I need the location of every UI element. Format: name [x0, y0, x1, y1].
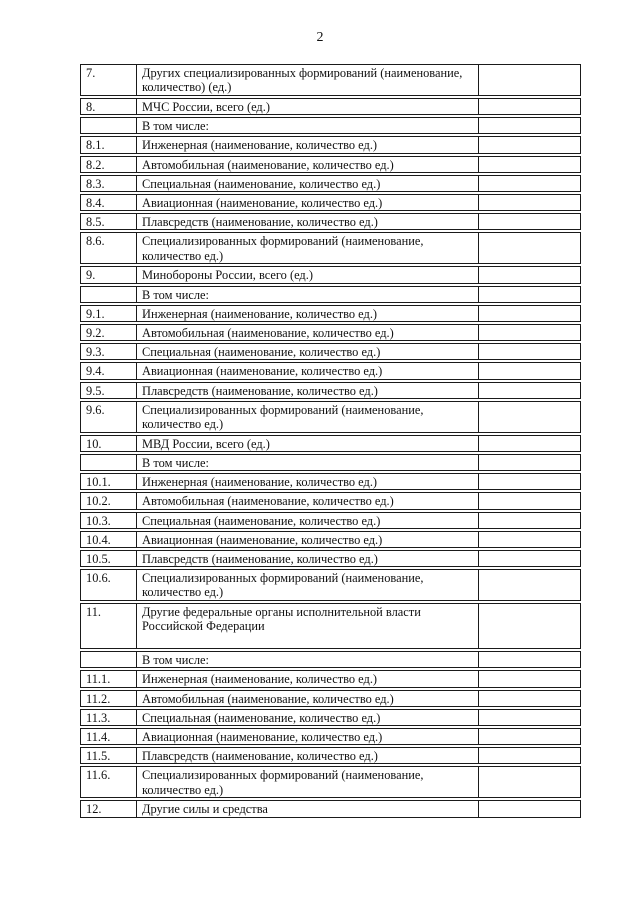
row-value-cell[interactable] [479, 175, 581, 192]
table-row [80, 362, 581, 379]
row-value-cell[interactable] [479, 213, 581, 230]
table-row [80, 286, 581, 303]
page-number: 2 [316, 30, 324, 45]
table-row [80, 492, 581, 509]
row-number-cell: 8.1. [80, 136, 137, 153]
row-description-cell: Другие силы и средства [137, 800, 479, 817]
row-number-cell: 10.1. [80, 473, 137, 490]
table-row [80, 401, 581, 433]
row-number-cell: 8. [80, 98, 137, 115]
table-row [80, 266, 581, 283]
table-body [80, 64, 581, 818]
row-description-cell: Авиационная (наименование, количество ед.) [137, 531, 479, 548]
row-value-cell[interactable] [479, 324, 581, 341]
table-row [80, 305, 581, 322]
row-description-cell: В том числе: [137, 651, 479, 668]
row-number-cell: 9. [80, 266, 137, 283]
row-number-cell [80, 286, 137, 303]
row-value-cell[interactable] [479, 800, 581, 817]
row-number-cell: 12. [80, 800, 137, 817]
row-value-cell[interactable] [479, 690, 581, 707]
row-number-cell: 9.3. [80, 343, 137, 360]
row-value-cell[interactable] [479, 492, 581, 509]
row-number-cell: 7. [80, 64, 137, 96]
row-value-cell[interactable] [479, 382, 581, 399]
row-description-cell: Другие федеральные органы исполнительной власти Российской Федерации [137, 603, 479, 649]
row-description-cell: В том числе: [137, 117, 479, 134]
row-value-cell[interactable] [479, 747, 581, 764]
row-number-cell: 9.6. [80, 401, 137, 433]
row-number-cell: 8.2. [80, 156, 137, 173]
row-description-cell: Инженерная (наименование, количество ед.) [137, 670, 479, 687]
table-row [80, 194, 581, 211]
row-description-cell: Авиационная (наименование, количество ед.) [137, 728, 479, 745]
row-description-cell: Инженерная (наименование, количество ед.) [137, 136, 479, 153]
row-number-cell: 11. [80, 603, 137, 649]
row-value-cell[interactable] [479, 454, 581, 471]
row-value-cell[interactable] [479, 401, 581, 433]
row-description-cell: Автомобильная (наименование, количество ед.) [137, 690, 479, 707]
row-value-cell[interactable] [479, 98, 581, 115]
row-value-cell[interactable] [479, 670, 581, 687]
row-value-cell[interactable] [479, 651, 581, 668]
row-number-cell: 11.4. [80, 728, 137, 745]
table-row [80, 728, 581, 745]
table-row [80, 435, 581, 452]
row-number-cell [80, 117, 137, 134]
row-number-cell: 11.3. [80, 709, 137, 726]
row-number-cell: 8.6. [80, 232, 137, 264]
row-number-cell: 9.5. [80, 382, 137, 399]
row-value-cell[interactable] [479, 343, 581, 360]
table-row [80, 800, 581, 817]
row-value-cell[interactable] [479, 266, 581, 283]
row-description-cell: Специальная (наименование, количество ед.) [137, 512, 479, 529]
table-row [80, 98, 581, 115]
row-number-cell: 11.6. [80, 766, 137, 798]
table-row [80, 382, 581, 399]
table-row [80, 690, 581, 707]
row-value-cell[interactable] [479, 569, 581, 601]
row-description-cell: Специальная (наименование, количество ед.) [137, 343, 479, 360]
table-row [80, 747, 581, 764]
row-description-cell: Инженерная (наименование, количество ед.) [137, 473, 479, 490]
row-value-cell[interactable] [479, 766, 581, 798]
row-number-cell: 8.3. [80, 175, 137, 192]
row-number-cell: 10.3. [80, 512, 137, 529]
row-description-cell: Специализированных формирований (наименование, количество ед.) [137, 569, 479, 601]
row-description-cell: Других специализированных формирований (наименование, количество) (ед.) [137, 64, 479, 96]
row-value-cell[interactable] [479, 286, 581, 303]
table-row [80, 709, 581, 726]
table-row [80, 766, 581, 798]
row-description-cell: Плавсредств (наименование, количество ед.) [137, 382, 479, 399]
row-number-cell: 10.5. [80, 550, 137, 567]
row-value-cell[interactable] [479, 709, 581, 726]
row-description-cell: Авиационная (наименование, количество ед.) [137, 194, 479, 211]
row-number-cell: 11.5. [80, 747, 137, 764]
row-description-cell: В том числе: [137, 454, 479, 471]
row-number-cell: 10. [80, 435, 137, 452]
row-value-cell[interactable] [479, 194, 581, 211]
table-row [80, 117, 581, 134]
row-number-cell: 8.4. [80, 194, 137, 211]
table-row [80, 64, 581, 96]
row-value-cell[interactable] [479, 531, 581, 548]
table-row [80, 232, 581, 264]
row-value-cell[interactable] [479, 117, 581, 134]
row-value-cell[interactable] [479, 603, 581, 649]
row-description-cell: Специальная (наименование, количество ед.) [137, 175, 479, 192]
row-description-cell: Минобороны России, всего (ед.) [137, 266, 479, 283]
table-row [80, 175, 581, 192]
table-row [80, 213, 581, 230]
row-description-cell: В том числе: [137, 286, 479, 303]
row-number-cell: 8.5. [80, 213, 137, 230]
row-value-cell[interactable] [479, 362, 581, 379]
table-row [80, 454, 581, 471]
row-value-cell[interactable] [479, 305, 581, 322]
row-description-cell: Плавсредств (наименование, количество ед.) [137, 747, 479, 764]
row-value-cell[interactable] [479, 232, 581, 264]
row-number-cell: 10.6. [80, 569, 137, 601]
table-row [80, 531, 581, 548]
row-description-cell: Плавсредств (наименование, количество ед.) [137, 550, 479, 567]
row-number-cell [80, 651, 137, 668]
row-description-cell: Автомобильная (наименование, количество ед.) [137, 156, 479, 173]
table-row [80, 136, 581, 153]
table-row [80, 473, 581, 490]
row-value-cell[interactable] [479, 728, 581, 745]
row-description-cell: Специализированных формирований (наименование, количество ед.) [137, 401, 479, 433]
table-row [80, 651, 581, 668]
row-number-cell: 10.4. [80, 531, 137, 548]
row-value-cell[interactable] [479, 512, 581, 529]
row-description-cell: Автомобильная (наименование, количество ед.) [137, 324, 479, 341]
table-row [80, 156, 581, 173]
row-description-cell: Автомобильная (наименование, количество ед.) [137, 492, 479, 509]
table-row [80, 550, 581, 567]
row-description-cell: Авиационная (наименование, количество ед.) [137, 362, 479, 379]
row-value-cell[interactable] [479, 156, 581, 173]
row-number-cell: 9.2. [80, 324, 137, 341]
table-row [80, 324, 581, 341]
row-number-cell: 11.1. [80, 670, 137, 687]
row-value-cell[interactable] [479, 550, 581, 567]
row-value-cell[interactable] [479, 136, 581, 153]
row-number-cell [80, 454, 137, 471]
row-number-cell: 9.1. [80, 305, 137, 322]
row-description-cell: МЧС России, всего (ед.) [137, 98, 479, 115]
row-value-cell[interactable] [479, 435, 581, 452]
table-row [80, 603, 581, 649]
row-description-cell: МВД России, всего (ед.) [137, 435, 479, 452]
table-row [80, 512, 581, 529]
row-description-cell: Инженерная (наименование, количество ед.) [137, 305, 479, 322]
row-value-cell[interactable] [479, 473, 581, 490]
row-description-cell: Специализированных формирований (наименование, количество ед.) [137, 766, 479, 798]
row-number-cell: 9.4. [80, 362, 137, 379]
row-description-cell: Плавсредств (наименование, количество ед.) [137, 213, 479, 230]
row-value-cell[interactable] [479, 64, 581, 96]
row-description-cell: Специализированных формирований (наименование, количество ед.) [137, 232, 479, 264]
table-row [80, 569, 581, 601]
row-description-cell: Специальная (наименование, количество ед.) [137, 709, 479, 726]
table-row [80, 343, 581, 360]
forces-table [80, 62, 581, 820]
row-number-cell: 11.2. [80, 690, 137, 707]
table-row [80, 670, 581, 687]
row-number-cell: 10.2. [80, 492, 137, 509]
